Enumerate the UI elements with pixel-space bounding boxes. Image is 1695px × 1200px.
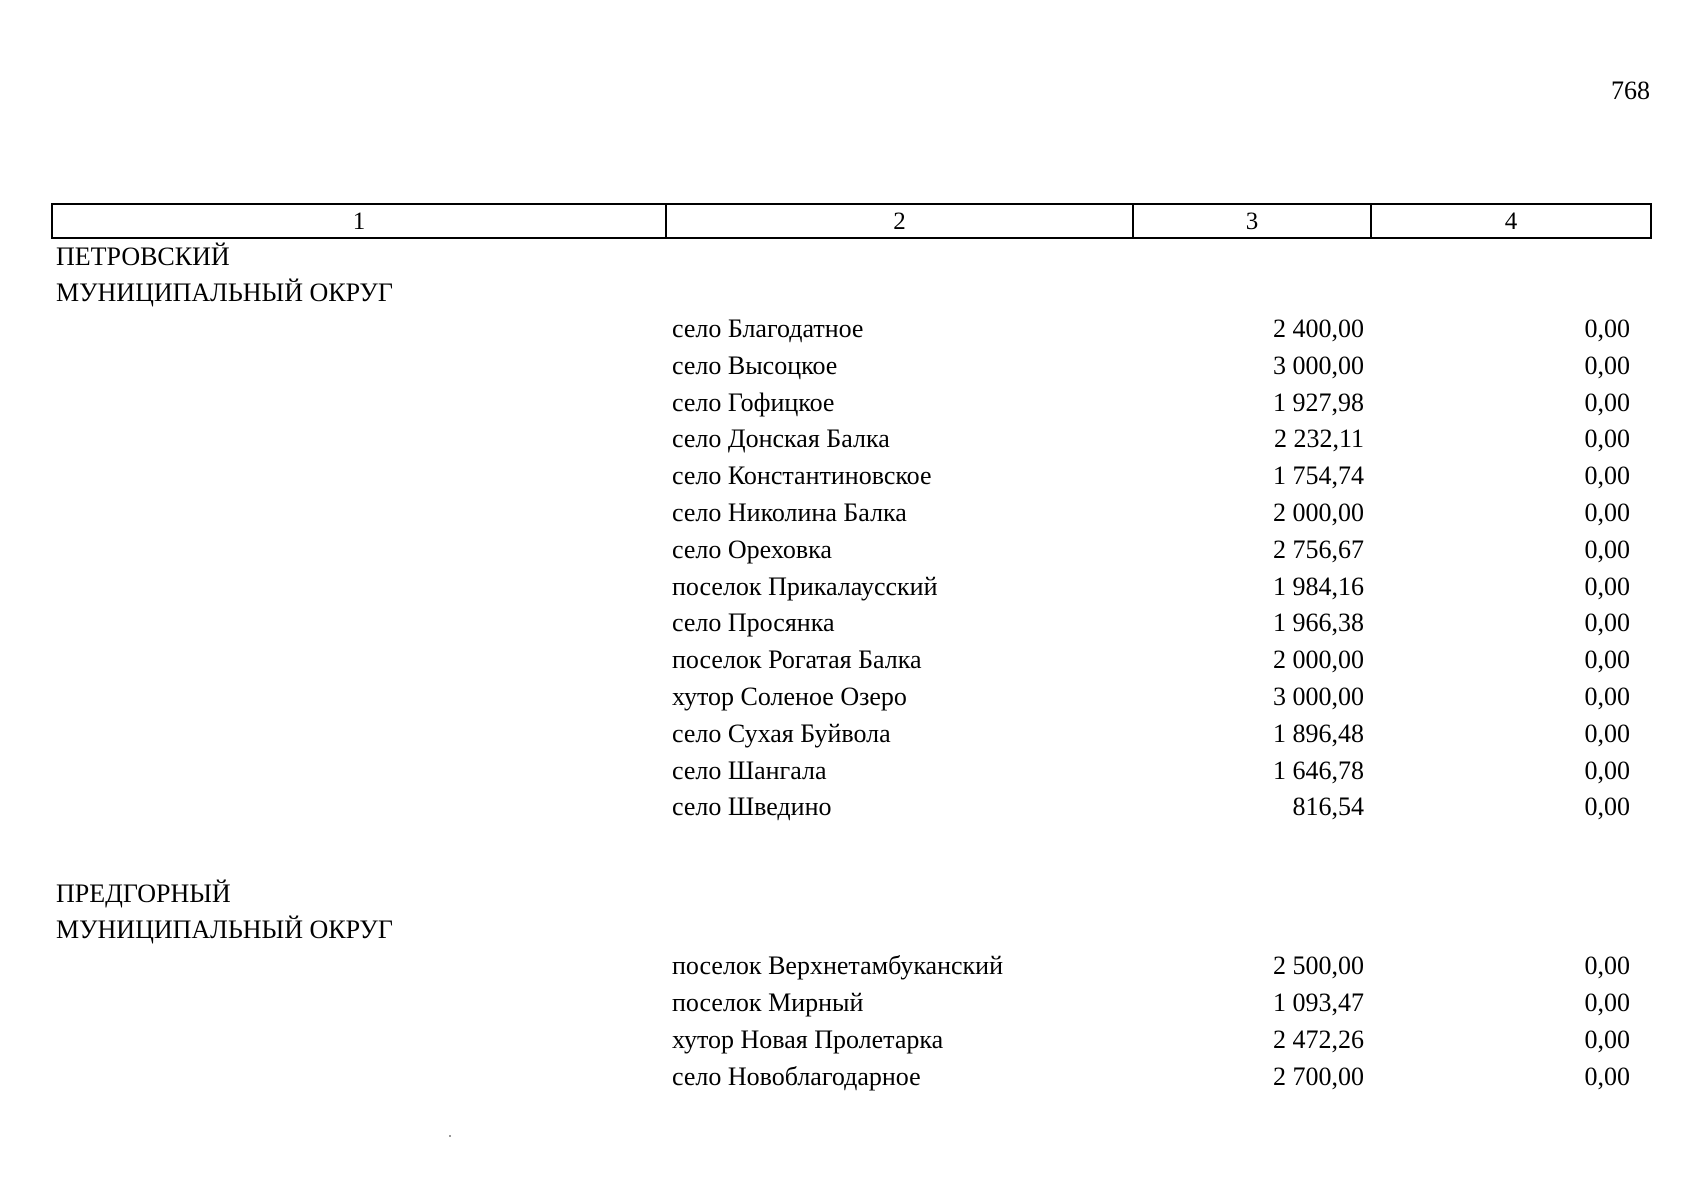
settlement-name: село Высоцкое <box>672 350 838 380</box>
amount-col4: 0,00 <box>1584 314 1630 343</box>
table-row <box>0 421 1695 458</box>
header-cell-3: 3 <box>1134 205 1372 237</box>
amount-col3: 1 927,98 <box>1273 387 1364 417</box>
settlement-name: село Ореховка <box>672 534 832 564</box>
amount-col3: 1 966,38 <box>1273 608 1364 638</box>
table-row <box>0 569 1695 606</box>
settlement-name: село Гофицкое <box>672 387 835 417</box>
header-cell-1: 1 <box>53 205 667 237</box>
amount-col3: 1 896,48 <box>1273 718 1364 748</box>
amount-col3: 1 754,74 <box>1273 461 1364 491</box>
amount-col3: 1 093,47 <box>1273 987 1364 1017</box>
district-name-line1: ПЕТРОВСКИЙ <box>56 242 230 271</box>
table-row <box>0 679 1695 716</box>
table-row <box>0 458 1695 495</box>
page-number: 768 <box>1611 76 1650 105</box>
settlement-name: село Новоблагодарное <box>672 1061 921 1091</box>
amount-col3: 3 000,00 <box>1273 350 1364 380</box>
scan-speck <box>449 1135 451 1137</box>
settlement-name: хутор Соленое Озеро <box>672 681 907 711</box>
amount-col4: 0,00 <box>1584 987 1630 1017</box>
settlement-name: поселок Мирный <box>672 987 864 1017</box>
table-row <box>0 311 1695 348</box>
amount-col3: 2 000,00 <box>1273 645 1364 675</box>
amount-col4: 0,00 <box>1584 387 1630 417</box>
amount-col3: 1 646,78 <box>1273 755 1364 785</box>
amount-col4: 0,00 <box>1584 534 1630 564</box>
settlement-name: село Шангала <box>672 755 827 785</box>
amount-col4: 0,00 <box>1584 350 1630 380</box>
amount-col4: 0,00 <box>1584 424 1630 454</box>
amount-col4: 0,00 <box>1584 461 1630 491</box>
settlement-name: село Константиновское <box>672 461 932 491</box>
amount-col3: 2 000,00 <box>1273 497 1364 527</box>
amount-col3: 3 000,00 <box>1273 681 1364 711</box>
amount-col4: 0,00 <box>1584 681 1630 711</box>
settlement-name: село Просянка <box>672 608 835 638</box>
amount-col3: 2 500,00 <box>1273 951 1364 981</box>
amount-col3: 2 700,00 <box>1273 1061 1364 1091</box>
table-header <box>51 203 1652 239</box>
settlement-name: село Николина Балка <box>672 497 907 527</box>
amount-col4: 0,00 <box>1584 497 1630 527</box>
table-row <box>0 385 1695 422</box>
amount-col4: 0,00 <box>1584 718 1630 748</box>
header-cell-4: 4 <box>1504 207 1518 235</box>
table-row <box>0 642 1695 679</box>
settlement-name: поселок Верхнетамбуканский <box>672 951 1004 981</box>
table-row <box>0 495 1695 532</box>
table-row <box>0 753 1695 790</box>
table-row <box>0 789 1695 826</box>
district-section <box>0 876 1695 1095</box>
district-name-line2: МУНИЦИПАЛЬНЫЙ ОКРУГ <box>56 915 393 945</box>
settlement-name: хутор Новая Пролетарка <box>672 1024 944 1054</box>
amount-col4: 0,00 <box>1584 1061 1630 1091</box>
amount-col4: 0,00 <box>1584 792 1630 822</box>
table-row <box>0 532 1695 569</box>
amount-col4: 0,00 <box>1584 951 1630 981</box>
table-row <box>0 948 1695 985</box>
amount-col3: 2 232,11 <box>1273 424 1364 454</box>
table-row <box>0 1022 1695 1059</box>
table-row <box>0 605 1695 642</box>
amount-col4: 0,00 <box>1584 1024 1630 1054</box>
district-section <box>0 239 1695 826</box>
table-row <box>0 1059 1695 1096</box>
table-body <box>0 239 1695 1095</box>
amount-col3: 2 400,00 <box>1273 314 1364 343</box>
amount-col3: 1 984,16 <box>1273 571 1364 601</box>
settlement-name: поселок Рогатая Балка <box>672 645 922 675</box>
district-name <box>56 239 556 311</box>
amount-col4: 0,00 <box>1584 571 1630 601</box>
settlement-name: поселок Прикалаусский <box>672 571 938 601</box>
amount-col3: 2 756,67 <box>1273 534 1364 564</box>
settlement-name: село Благодатное <box>672 314 864 343</box>
settlement-name: село Шведино <box>672 792 832 822</box>
amount-col4: 0,00 <box>1584 755 1630 785</box>
table-row <box>0 348 1695 385</box>
header-cell-2: 2 <box>667 205 1134 237</box>
table-row <box>0 985 1695 1022</box>
district-name-line1: ПРЕДГОРНЫЙ <box>56 879 231 909</box>
amount-col3: 2 472,26 <box>1273 1024 1364 1054</box>
table-row <box>0 716 1695 753</box>
settlement-name: село Донская Балка <box>672 424 890 454</box>
settlement-name: село Сухая Буйвола <box>672 718 891 748</box>
district-name <box>56 876 556 948</box>
amount-col4: 0,00 <box>1584 608 1630 638</box>
amount-col3: 816,54 <box>1292 792 1364 822</box>
amount-col4: 0,00 <box>1584 645 1630 675</box>
section-spacer <box>0 826 1695 876</box>
district-name-line2: МУНИЦИПАЛЬНЫЙ ОКРУГ <box>56 278 393 307</box>
